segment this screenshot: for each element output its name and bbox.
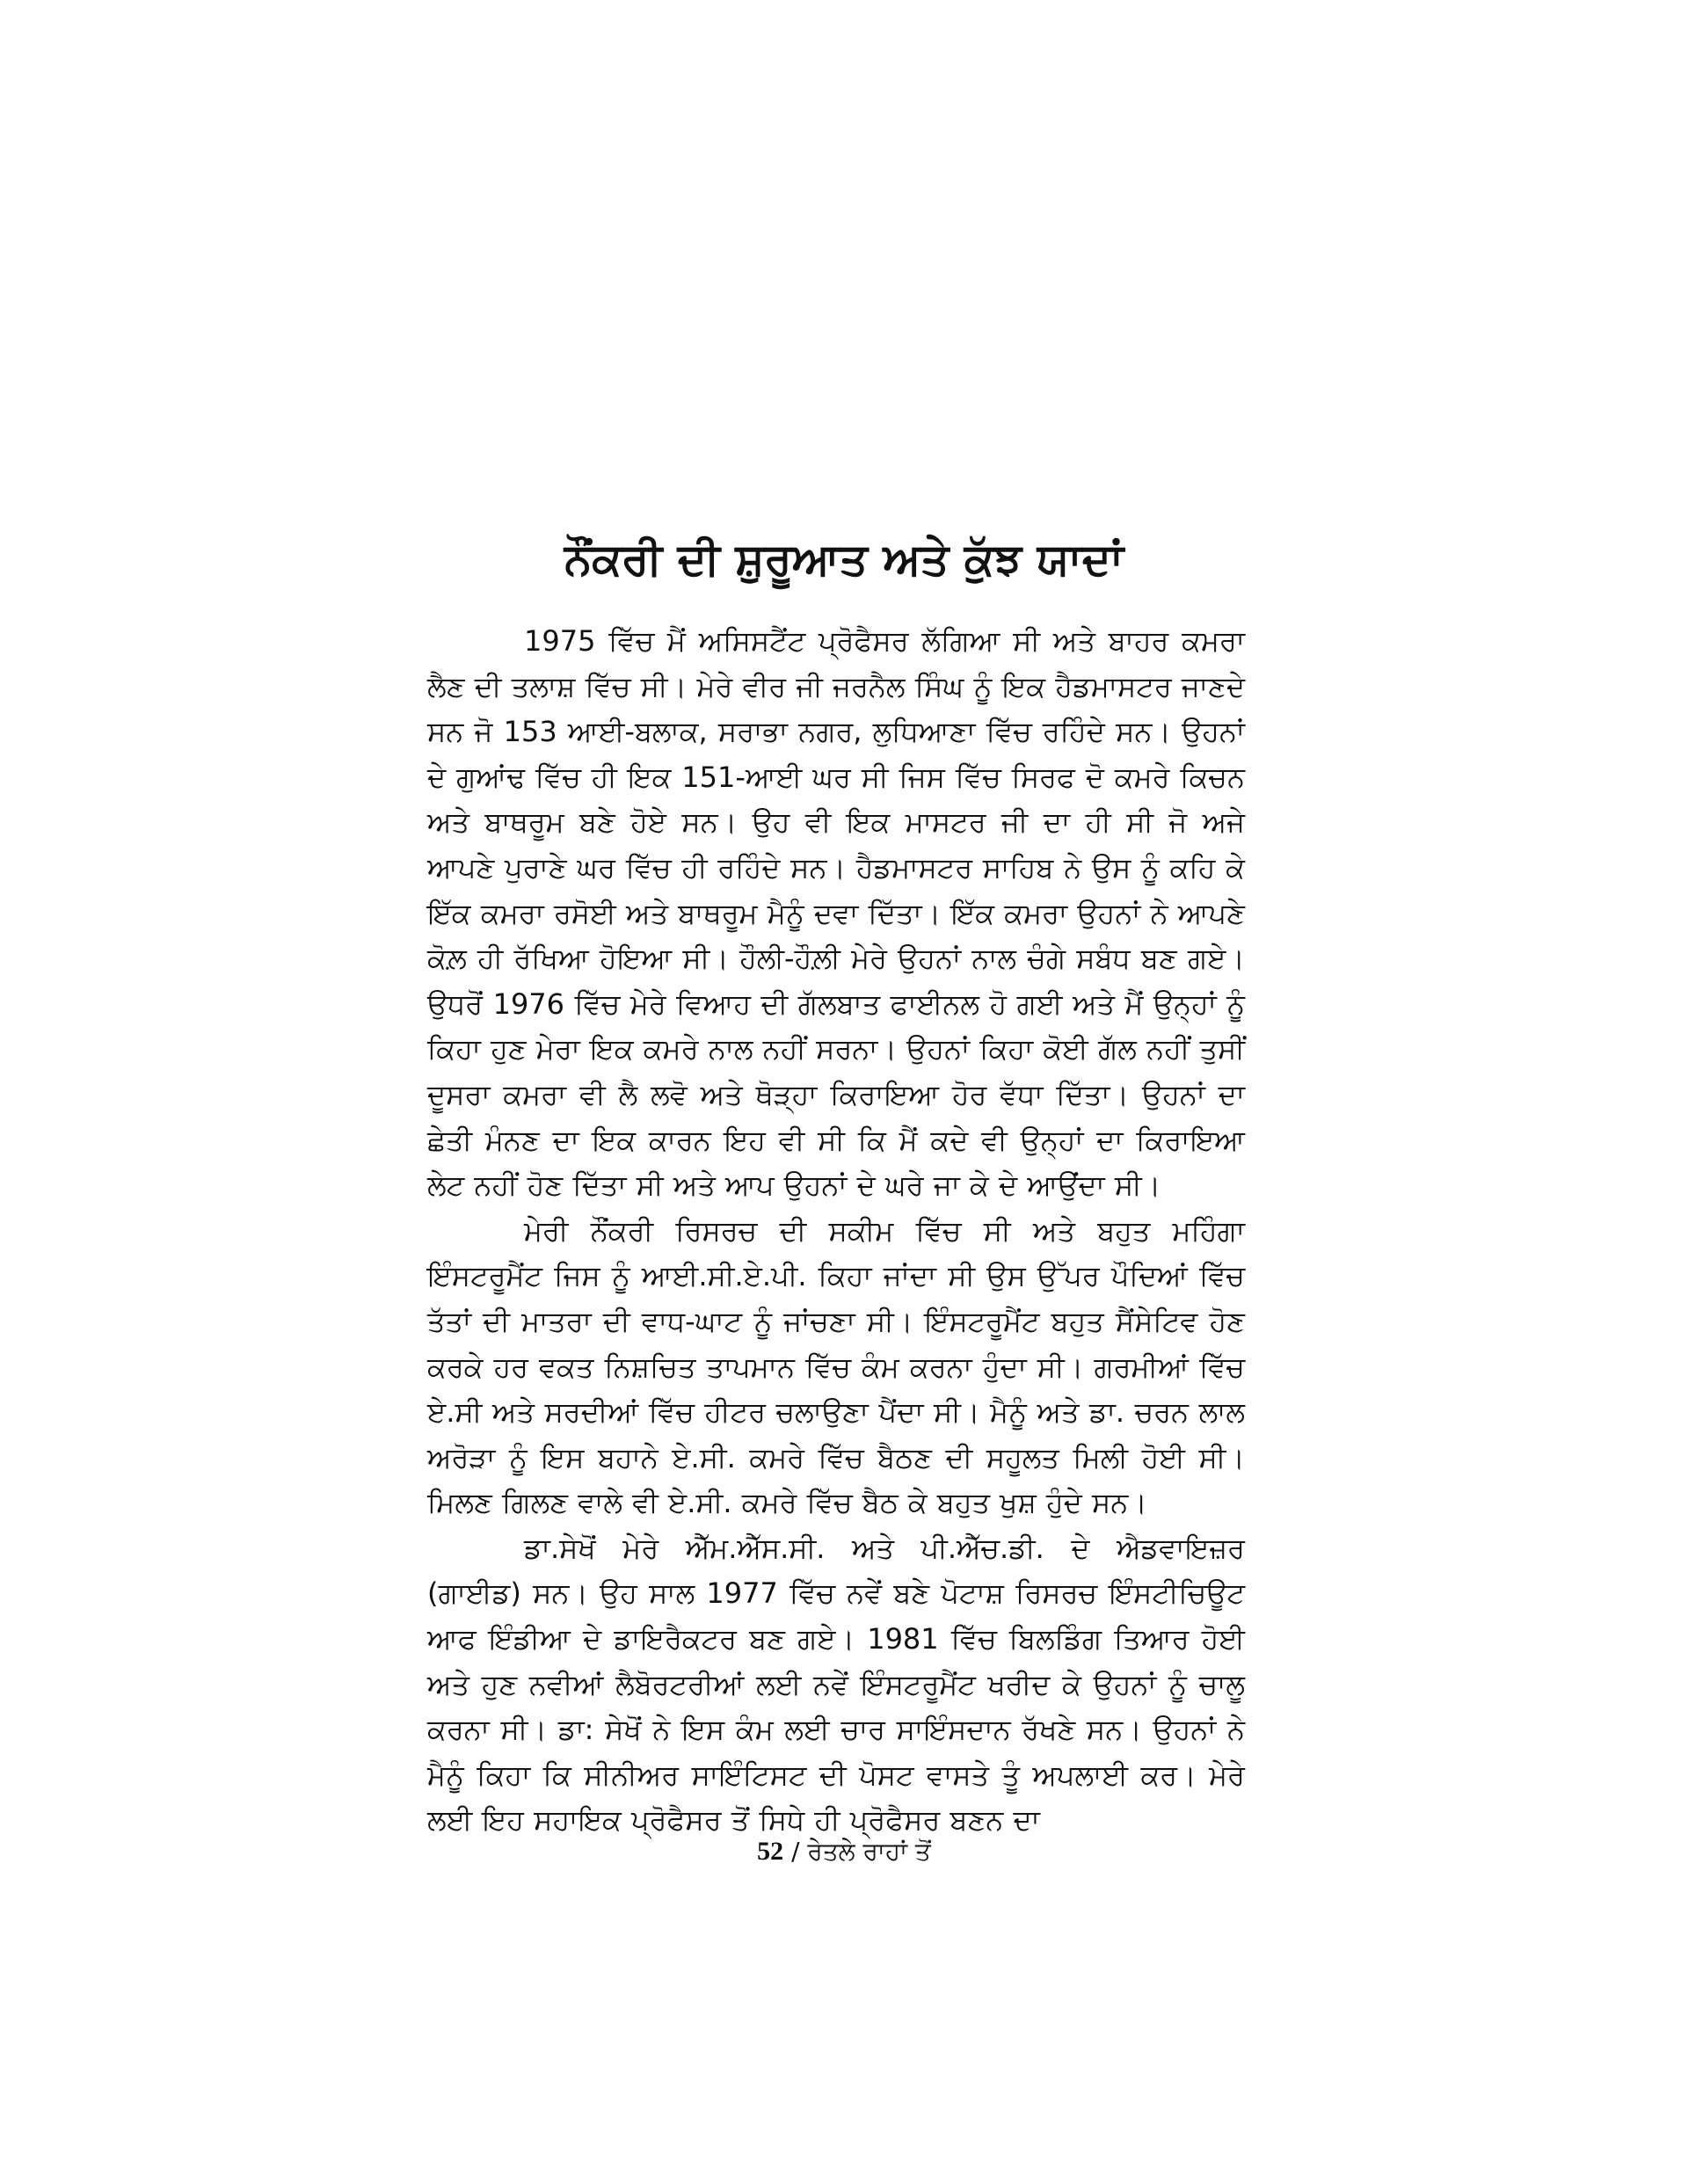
paragraph-3: ਡਾ.ਸੇਖੋਂ ਮੇਰੇ ਐੱਮ.ਐੱਸ.ਸੀ. ਅਤੇ ਪੀ.ਐੱਚ.ਡੀ. ਦੇ ਐਡਵਾਇਜ਼ਰ (ਗਾਈਡ) ਸਨ। ਉਹ ਸਾਲ 1977 ਵਿੱਚ ਨਵੇਂ ਬਣੇ ਪੋਟਾਸ਼ ਰਿਸਰਚ ਇੰਸਟੀਚਿਊਟ ਆਫ ਇੰਡੀਆ ਦੇ ਡਾਇਰੈਕਟਰ ਬਣ ਗਏ। 1981 ਵਿੱਚ ਬਿਲਡਿੰਗ ਤਿਆਰ ਹੋਈ ਅਤੇ ਹੁਣ ਨਵੀਆਂ ਲੈਬੋਰਟਰੀਆਂ ਲਈ ਨਵੇਂ ਇੰਸਟਰੂਮੈਂਟ ਖਰੀਦ ਕੇ ਉਹਨਾਂ ਨੂੰ ਚਾਲੂ ਕਰਨਾ ਸੀ। ਡਾ: ਸੇਖੋਂ ਨੇ ਇਸ ਕੰਮ ਲਈ ਚਾਰ ਸਾਇੰਸਦਾਨ ਰੱਖਣੇ ਸਨ। ਉਹਨਾਂ ਨੇ ਮੈਨੂੰ ਕਿਹਾ ਕਿ ਸੀਨੀਅਰ ਸਾਇੰਟਿਸਟ ਦੀ ਪੋਸਟ ਵਾਸਤੇ ਤੂੰ ਅਪਲਾਈ ਕਰ। ਮੇਰੇ ਲਈ ਇਹ ਸਹਾਇਕ ਪ੍ਰੋਫੈਸਰ ਤੋਂ ਸਿਧੇ ਹੀ ਪ੍ਰੋਫੈਸਰ ਬਣਨ ਦਾ [427,1531,1245,1838]
chapter-title: ਨੌਂਕਰੀ ਦੀ ਸ਼ੁਰੂਆਤ ਅਤੇ ਕੁੱਝ ਯਾਦਾਂ [564,534,1124,585]
book-title: ਰੇਤਲੇ ਰਾਹਾਂ ਤੋਂ [807,1837,931,1866]
body-text [427,619,1245,1844]
page-footer [422,1834,1266,1869]
footer-separator: / [791,1837,800,1866]
paragraph-1: 1975 ਵਿੱਚ ਮੈਂ ਅਸਿਸਟੈਂਟ ਪ੍ਰੋਫੈਸਰ ਲੱਗਿਆ ਸੀ ਅਤੇ ਬਾਹਰ ਕਮਰਾ ਲੈਣ ਦੀ ਤਲਾਸ਼ ਵਿੱਚ ਸੀ। ਮੇਰੇ ਵੀਰ ਜੀ ਜਰਨੈਲ ਸਿੰਘ ਨੂੰ ਇਕ ਹੈਡਮਾਸਟਰ ਜਾਣਦੇ ਸਨ ਜੋ 153 ਆਈ-ਬਲਾਕ, ਸਰਾਭਾ ਨਗਰ, ਲੁਧਿਆਣਾ ਵਿੱਚ ਰਹਿੰਦੇ ਸਨ। ਉਹਨਾਂ ਦੇ ਗੁਆਂਢ ਵਿੱਚ ਹੀ ਇਕ 151-ਆਈ ਘਰ ਸੀ ਜਿਸ ਵਿੱਚ ਸਿਰਫ ਦੋ ਕਮਰੇ ਕਿਚਨ ਅਤੇ ਬਾਥਰੂਮ ਬਣੇ ਹੋਏ ਸਨ। ਉਹ ਵੀ ਇਕ ਮਾਸਟਰ ਜੀ ਦਾ ਹੀ ਸੀ ਜੋ ਅਜੇ ਆਪਣੇ ਪੁਰਾਣੇ ਘਰ ਵਿੱਚ ਹੀ ਰਹਿੰਦੇ ਸਨ। ਹੈਡਮਾਸਟਰ ਸਾਹਿਬ ਨੇ ਉਸ ਨੂੰ ਕਹਿ ਕੇ ਇੱਕ ਕਮਰਾ ਰਸੋਈ ਅਤੇ ਬਾਥਰੂਮ ਮੈਨੂੰ ਦਵਾ ਦਿੱਤਾ। ਇੱਕ ਕਮਰਾ ਉਹਨਾਂ ਨੇ ਆਪਣੇ ਕੋਲ਼ ਹੀ ਰੱਖਿਆ ਹੋਇਆ ਸੀ। ਹੌਲੀ-ਹੌਲ਼ੀ ਮੇਰੇ ਉਹਨਾਂ ਨਾਲ ਚੰਗੇ ਸਬੰਧ ਬਣ ਗਏ। ਉਧਰੋਂ 1976 ਵਿੱਚ ਮੇਰੇ ਵਿਆਹ ਦੀ ਗੱਲਬਾਤ ਫਾਈਨਲ ਹੋ ਗਈ ਅਤੇ ਮੈਂ ਉਨ੍ਹਾਂ ਨੂੰ ਕਿਹਾ ਹੁਣ ਮੇਰਾ ਇਕ ਕਮਰੇ ਨਾਲ ਨਹੀਂ ਸਰਨਾ। ਉਹਨਾਂ ਕਿਹਾ ਕੋਈ ਗੱਲ ਨਹੀਂ ਤੁਸੀਂ ਦੂਸਰਾ ਕਮਰਾ ਵੀ ਲੈ ਲਵੋ ਅਤੇ ਥੋੜ੍ਹਾ ਕਿਰਾਇਆ ਹੋਰ ਵੱਧਾ ਦਿੱਤਾ। ਉਹਨਾਂ ਦਾ ਛੇਤੀ ਮੰਨਣ ਦਾ ਇਕ ਕਾਰਨ ਇਹ ਵੀ ਸੀ ਕਿ ਮੈਂ ਕਦੇ ਵੀ ਉਨ੍ਹਾਂ ਦਾ ਕਿਰਾਇਆ ਲੇਟ ਨਹੀਂ ਹੋਣ ਦਿੱਤਾ ਸੀ ਅਤੇ ਆਪ ਉਹਨਾਂ ਦੇ ਘਰੇ ਜਾ ਕੇ ਦੇ ਆਉਂਦਾ ਸੀ। [427,624,1245,1203]
paragraph-2: ਮੇਰੀ ਨੌਂਕਰੀ ਰਿਸਰਚ ਦੀ ਸਕੀਮ ਵਿੱਚ ਸੀ ਅਤੇ ਬਹੁਤ ਮਹਿੰਗਾ ਇੰਸਟਰੂਮੈਂਟ ਜਿਸ ਨੂੰ ਆਈ.ਸੀ.ਏ.ਪੀ. ਕਿਹਾ ਜਾਂਦਾ ਸੀ ਉਸ ਉੱਪਰ ਪੌਦਿਆਂ ਵਿੱਚ ਤੱਤਾਂ ਦੀ ਮਾਤਰਾ ਦੀ ਵਾਧ-ਘਾਟ ਨੂੰ ਜਾਂਚਣਾ ਸੀ। ਇੰਸਟਰੂਮੈਂਟ ਬਹੁਤ ਸੈਂਸੇਟਿਵ ਹੋਣ ਕਰਕੇ ਹਰ ਵਕਤ ਨਿਸ਼ਚਿਤ ਤਾਪਮਾਨ ਵਿੱਚ ਕੰਮ ਕਰਨਾ ਹੁੰਦਾ ਸੀ। ਗਰਮੀਆਂ ਵਿੱਚ ਏ.ਸੀ ਅਤੇ ਸਰਦੀਆਂ ਵਿੱਚ ਹੀਟਰ ਚਲਾਉਣਾ ਪੈਂਦਾ ਸੀ। ਮੈਨੂੰ ਅਤੇ ਡਾ. ਚਰਨ ਲਾਲ ਅਰੋੜਾ ਨੂੰ ਇਸ ਬਹਾਨੇ ਏ.ਸੀ. ਕਮਰੇ ਵਿੱਚ ਬੈਠਣ ਦੀ ਸਹੂਲਤ ਮਿਲੀ ਹੋਈ ਸੀ। ਮਿਲਣ ਗਿਲਣ ਵਾਲੇ ਵੀ ਏ.ਸੀ. ਕਮਰੇ ਵਿੱਚ ਬੈਠ ਕੇ ਬਹੁਤ ਖੁਸ਼ ਹੁੰਦੇ ਸਨ। [427,1213,1245,1520]
page-number: 52 [757,1837,784,1866]
